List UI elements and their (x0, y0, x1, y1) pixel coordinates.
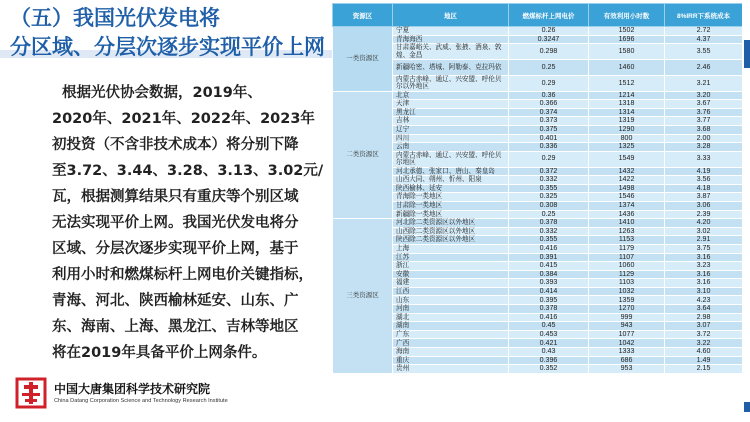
system-cost-cell: 3.87 (665, 193, 743, 202)
coal-price-cell: 0.308 (509, 201, 589, 210)
hours-cell: 1214 (589, 91, 665, 100)
table-row (333, 27, 743, 36)
hours-cell: 1107 (589, 253, 665, 262)
table-row (333, 330, 743, 339)
system-cost-cell: 3.07 (665, 322, 743, 331)
table-row (333, 108, 743, 117)
hours-cell: 1549 (589, 151, 665, 167)
coal-price-cell: 0.396 (509, 356, 589, 365)
header-region: 地区 (393, 4, 509, 27)
coal-price-cell: 0.366 (509, 100, 589, 109)
system-cost-cell: 3.68 (665, 125, 743, 134)
coal-price-cell: 0.416 (509, 313, 589, 322)
datang-emblem-icon (14, 376, 48, 410)
hours-cell: 1512 (589, 75, 665, 91)
region-name-cell: 辽宁 (393, 125, 509, 134)
region-name-cell: 广东 (393, 330, 509, 339)
system-cost-cell: 3.56 (665, 176, 743, 185)
table-row (333, 75, 743, 91)
coal-price-cell: 0.355 (509, 236, 589, 245)
region-name-cell: 山西大同、朔州、忻州、阳泉 (393, 176, 509, 185)
region-name-cell: 江西 (393, 287, 509, 296)
system-cost-cell: 3.20 (665, 91, 743, 100)
table-row (333, 296, 743, 305)
header-coal-price: 燃煤标杆上网电价 (509, 4, 589, 27)
region-name-cell: 贵州 (393, 365, 509, 374)
table-row (333, 167, 743, 176)
header-resource-zone: 资源区 (333, 4, 393, 27)
table-row (333, 143, 743, 152)
coal-price-cell: 0.26 (509, 27, 589, 36)
system-cost-cell: 4.20 (665, 219, 743, 228)
pv-cost-table (332, 3, 742, 374)
cost-table-container (332, 3, 742, 422)
system-cost-cell: 2.91 (665, 236, 743, 245)
region-name-cell: 吉林 (393, 117, 509, 126)
table-row (333, 210, 743, 219)
body-line: 青海、河北、陕西榆林延安、山东、广 (52, 293, 299, 309)
coal-price-cell: 0.393 (509, 279, 589, 288)
system-cost-cell: 3.22 (665, 339, 743, 348)
system-cost-cell: 3.75 (665, 244, 743, 253)
hours-cell: 1460 (589, 60, 665, 76)
system-cost-cell: 2.46 (665, 60, 743, 76)
body-line: 区域、分层次逐步实现平价上网，基于 (52, 241, 299, 257)
region-name-cell: 青海除一类地区 (393, 193, 509, 202)
hours-cell: 1179 (589, 244, 665, 253)
institute-logo (14, 376, 228, 410)
coal-price-cell: 0.25 (509, 210, 589, 219)
coal-price-cell: 0.298 (509, 44, 589, 60)
table-row (333, 151, 743, 167)
heading-line-2: 分区域、分层次逐步实现平价上网 (10, 35, 325, 59)
coal-price-cell: 0.453 (509, 330, 589, 339)
coal-price-cell: 0.374 (509, 108, 589, 117)
system-cost-cell: 1.49 (665, 356, 743, 365)
system-cost-cell: 2.15 (665, 365, 743, 374)
system-cost-cell: 4.37 (665, 35, 743, 44)
table-row (333, 201, 743, 210)
body-line: 至3.72、3.44、3.28、3.13、3.02元/ (52, 163, 324, 179)
header-utilization-hours: 有效利用小时数 (589, 4, 665, 27)
region-name-cell: 陕西榆林、延安 (393, 184, 509, 193)
region-name-cell: 江苏 (393, 253, 509, 262)
system-cost-cell: 3.23 (665, 262, 743, 271)
coal-price-cell: 0.391 (509, 253, 589, 262)
coal-price-cell: 0.372 (509, 167, 589, 176)
system-cost-cell: 3.16 (665, 253, 743, 262)
hours-cell: 1042 (589, 339, 665, 348)
coal-price-cell: 0.416 (509, 244, 589, 253)
hours-cell: 1422 (589, 176, 665, 185)
coal-price-cell: 0.336 (509, 143, 589, 152)
hours-cell: 686 (589, 356, 665, 365)
resource-zone-cell: 三类资源区 (333, 219, 393, 374)
table-row (333, 60, 743, 76)
region-name-cell: 河北承德、张家口、唐山、秦皇岛 (393, 167, 509, 176)
table-body (333, 27, 743, 374)
hours-cell: 999 (589, 313, 665, 322)
coal-price-cell: 0.401 (509, 134, 589, 143)
hours-cell: 1060 (589, 262, 665, 271)
table-row (333, 356, 743, 365)
hours-cell: 1696 (589, 35, 665, 44)
region-name-cell: 山西除二类资源区以外地区 (393, 227, 509, 236)
table-row (333, 44, 743, 60)
table-row (333, 244, 743, 253)
table-row (333, 270, 743, 279)
system-cost-cell: 2.39 (665, 210, 743, 219)
table-row (333, 253, 743, 262)
hours-cell: 1502 (589, 27, 665, 36)
system-cost-cell: 4.19 (665, 167, 743, 176)
resource-zone-cell: 二类资源区 (333, 91, 393, 219)
header-system-cost: 8%IRR下系统成本 (665, 4, 743, 27)
hours-cell: 1436 (589, 210, 665, 219)
hours-cell: 1580 (589, 44, 665, 60)
body-line: 初投资（不含非技术成本）将分别下降 (52, 137, 299, 153)
hours-cell: 1314 (589, 108, 665, 117)
region-name-cell: 内蒙古赤峰、通辽、兴安盟、呼伦贝尔以外地区 (393, 75, 509, 91)
hours-cell: 1270 (589, 305, 665, 314)
table-row (333, 365, 743, 374)
region-name-cell: 浙江 (393, 262, 509, 271)
region-name-cell: 北京 (393, 91, 509, 100)
coal-price-cell: 0.384 (509, 270, 589, 279)
system-cost-cell: 3.10 (665, 287, 743, 296)
region-name-cell: 河南 (393, 305, 509, 314)
region-name-cell: 内蒙古赤峰、通辽、兴安盟、呼伦贝尔地区 (393, 151, 509, 167)
table-row (333, 35, 743, 44)
system-cost-cell: 3.16 (665, 270, 743, 279)
resource-zone-cell: 一类资源区 (333, 27, 393, 92)
region-name-cell: 宁夏 (393, 27, 509, 36)
table-row (333, 322, 743, 331)
system-cost-cell: 2.98 (665, 313, 743, 322)
body-paragraph (52, 80, 334, 366)
table-row (333, 348, 743, 357)
system-cost-cell: 3.28 (665, 143, 743, 152)
system-cost-cell: 3.64 (665, 305, 743, 314)
table-row (333, 100, 743, 109)
table-row (333, 91, 743, 100)
hours-cell: 1410 (589, 219, 665, 228)
hours-cell: 1318 (589, 100, 665, 109)
table-row (333, 339, 743, 348)
hours-cell: 1032 (589, 287, 665, 296)
system-cost-cell: 2.00 (665, 134, 743, 143)
coal-price-cell: 0.332 (509, 227, 589, 236)
slide-heading (10, 4, 330, 62)
hours-cell: 1153 (589, 236, 665, 245)
region-name-cell: 四川 (393, 134, 509, 143)
table-row (333, 184, 743, 193)
hours-cell: 800 (589, 134, 665, 143)
logo-chinese-name: 中国大唐集团科学技术研究院 (54, 381, 211, 396)
coal-price-cell: 0.45 (509, 322, 589, 331)
region-name-cell: 青海海西 (393, 35, 509, 44)
region-name-cell: 云南 (393, 143, 509, 152)
region-name-cell: 广西 (393, 339, 509, 348)
system-cost-cell: 3.67 (665, 100, 743, 109)
table-row (333, 236, 743, 245)
table-row (333, 279, 743, 288)
hours-cell: 1325 (589, 143, 665, 152)
hours-cell: 1290 (589, 125, 665, 134)
hours-cell: 1359 (589, 296, 665, 305)
coal-price-cell: 0.378 (509, 219, 589, 228)
coal-price-cell: 0.332 (509, 176, 589, 185)
coal-price-cell: 0.373 (509, 117, 589, 126)
system-cost-cell: 3.55 (665, 44, 743, 60)
coal-price-cell: 0.25 (509, 60, 589, 76)
system-cost-cell: 4.18 (665, 184, 743, 193)
hours-cell: 943 (589, 322, 665, 331)
coal-price-cell: 0.414 (509, 287, 589, 296)
table-row (333, 117, 743, 126)
table-row (333, 134, 743, 143)
table-row (333, 305, 743, 314)
region-name-cell: 安徽 (393, 270, 509, 279)
system-cost-cell: 3.21 (665, 75, 743, 91)
table-row (333, 219, 743, 228)
table-row (333, 193, 743, 202)
table-header-row (333, 4, 743, 27)
coal-price-cell: 0.3247 (509, 35, 589, 44)
hours-cell: 1263 (589, 227, 665, 236)
coal-price-cell: 0.325 (509, 193, 589, 202)
system-cost-cell: 3.72 (665, 330, 743, 339)
heading-line-1: （五）我国光伏发电将 (10, 6, 220, 30)
coal-price-cell: 0.352 (509, 365, 589, 374)
region-name-cell: 黑龙江 (393, 108, 509, 117)
hours-cell: 1498 (589, 184, 665, 193)
coal-price-cell: 0.421 (509, 339, 589, 348)
coal-price-cell: 0.395 (509, 296, 589, 305)
region-name-cell: 山东 (393, 296, 509, 305)
hours-cell: 953 (589, 365, 665, 374)
region-name-cell: 上海 (393, 244, 509, 253)
coal-price-cell: 0.355 (509, 184, 589, 193)
system-cost-cell: 2.72 (665, 27, 743, 36)
hours-cell: 1129 (589, 270, 665, 279)
coal-price-cell: 0.29 (509, 151, 589, 167)
hours-cell: 1546 (589, 193, 665, 202)
body-line: 2020年、2021年、2022年、2023年 (52, 111, 315, 127)
body-line: 根据光伏协会数据，2019年、 (62, 85, 262, 101)
region-name-cell: 甘肃嘉峪关、武威、张掖、酒泉、敦煌、金昌 (393, 44, 509, 60)
region-name-cell: 天津 (393, 100, 509, 109)
coal-price-cell: 0.375 (509, 125, 589, 134)
coal-price-cell: 0.43 (509, 348, 589, 357)
system-cost-cell: 3.76 (665, 108, 743, 117)
system-cost-cell: 3.06 (665, 201, 743, 210)
coal-price-cell: 0.378 (509, 305, 589, 314)
region-name-cell: 陕西除二类资源区以外地区 (393, 236, 509, 245)
table-row (333, 262, 743, 271)
system-cost-cell: 3.33 (665, 151, 743, 167)
region-name-cell: 新疆哈密、塔城、阿勒泰、克拉玛依 (393, 60, 509, 76)
hours-cell: 1319 (589, 117, 665, 126)
system-cost-cell: 3.02 (665, 227, 743, 236)
body-line: 利用小时和燃煤标杆上网电价关键指标， (52, 267, 313, 283)
hours-cell: 1333 (589, 348, 665, 357)
system-cost-cell: 3.77 (665, 117, 743, 126)
region-name-cell: 甘肃除一类地区 (393, 201, 509, 210)
system-cost-cell: 4.60 (665, 348, 743, 357)
logo-english-name: China Datang Corporation Science and Technology Research Institute (54, 397, 228, 404)
coal-price-cell: 0.29 (509, 75, 589, 91)
region-name-cell: 重庆 (393, 356, 509, 365)
table-row (333, 313, 743, 322)
accent-bar-bottom (744, 402, 750, 412)
body-line: 将在2019年具备平价上网条件。 (52, 345, 267, 361)
body-line: 东、海南、上海、黑龙江、吉林等地区 (52, 319, 299, 335)
coal-price-cell: 0.36 (509, 91, 589, 100)
accent-bar-top (744, 40, 750, 68)
region-name-cell: 海南 (393, 348, 509, 357)
region-name-cell: 河北除二类资源区以外地区 (393, 219, 509, 228)
system-cost-cell: 4.23 (665, 296, 743, 305)
region-name-cell: 福建 (393, 279, 509, 288)
table-row (333, 125, 743, 134)
hours-cell: 1374 (589, 201, 665, 210)
region-name-cell: 湖北 (393, 313, 509, 322)
hours-cell: 1432 (589, 167, 665, 176)
region-name-cell: 新疆除一类地区 (393, 210, 509, 219)
body-line: 无法实现平价上网。我国光伏发电将分 (52, 215, 299, 231)
table-row (333, 287, 743, 296)
system-cost-cell: 3.16 (665, 279, 743, 288)
region-name-cell: 湖南 (393, 322, 509, 331)
coal-price-cell: 0.415 (509, 262, 589, 271)
body-line: 瓦，根据测算结果只有重庆等个别区域 (52, 189, 299, 205)
table-row (333, 176, 743, 185)
table-row (333, 227, 743, 236)
hours-cell: 1103 (589, 279, 665, 288)
hours-cell: 1077 (589, 330, 665, 339)
